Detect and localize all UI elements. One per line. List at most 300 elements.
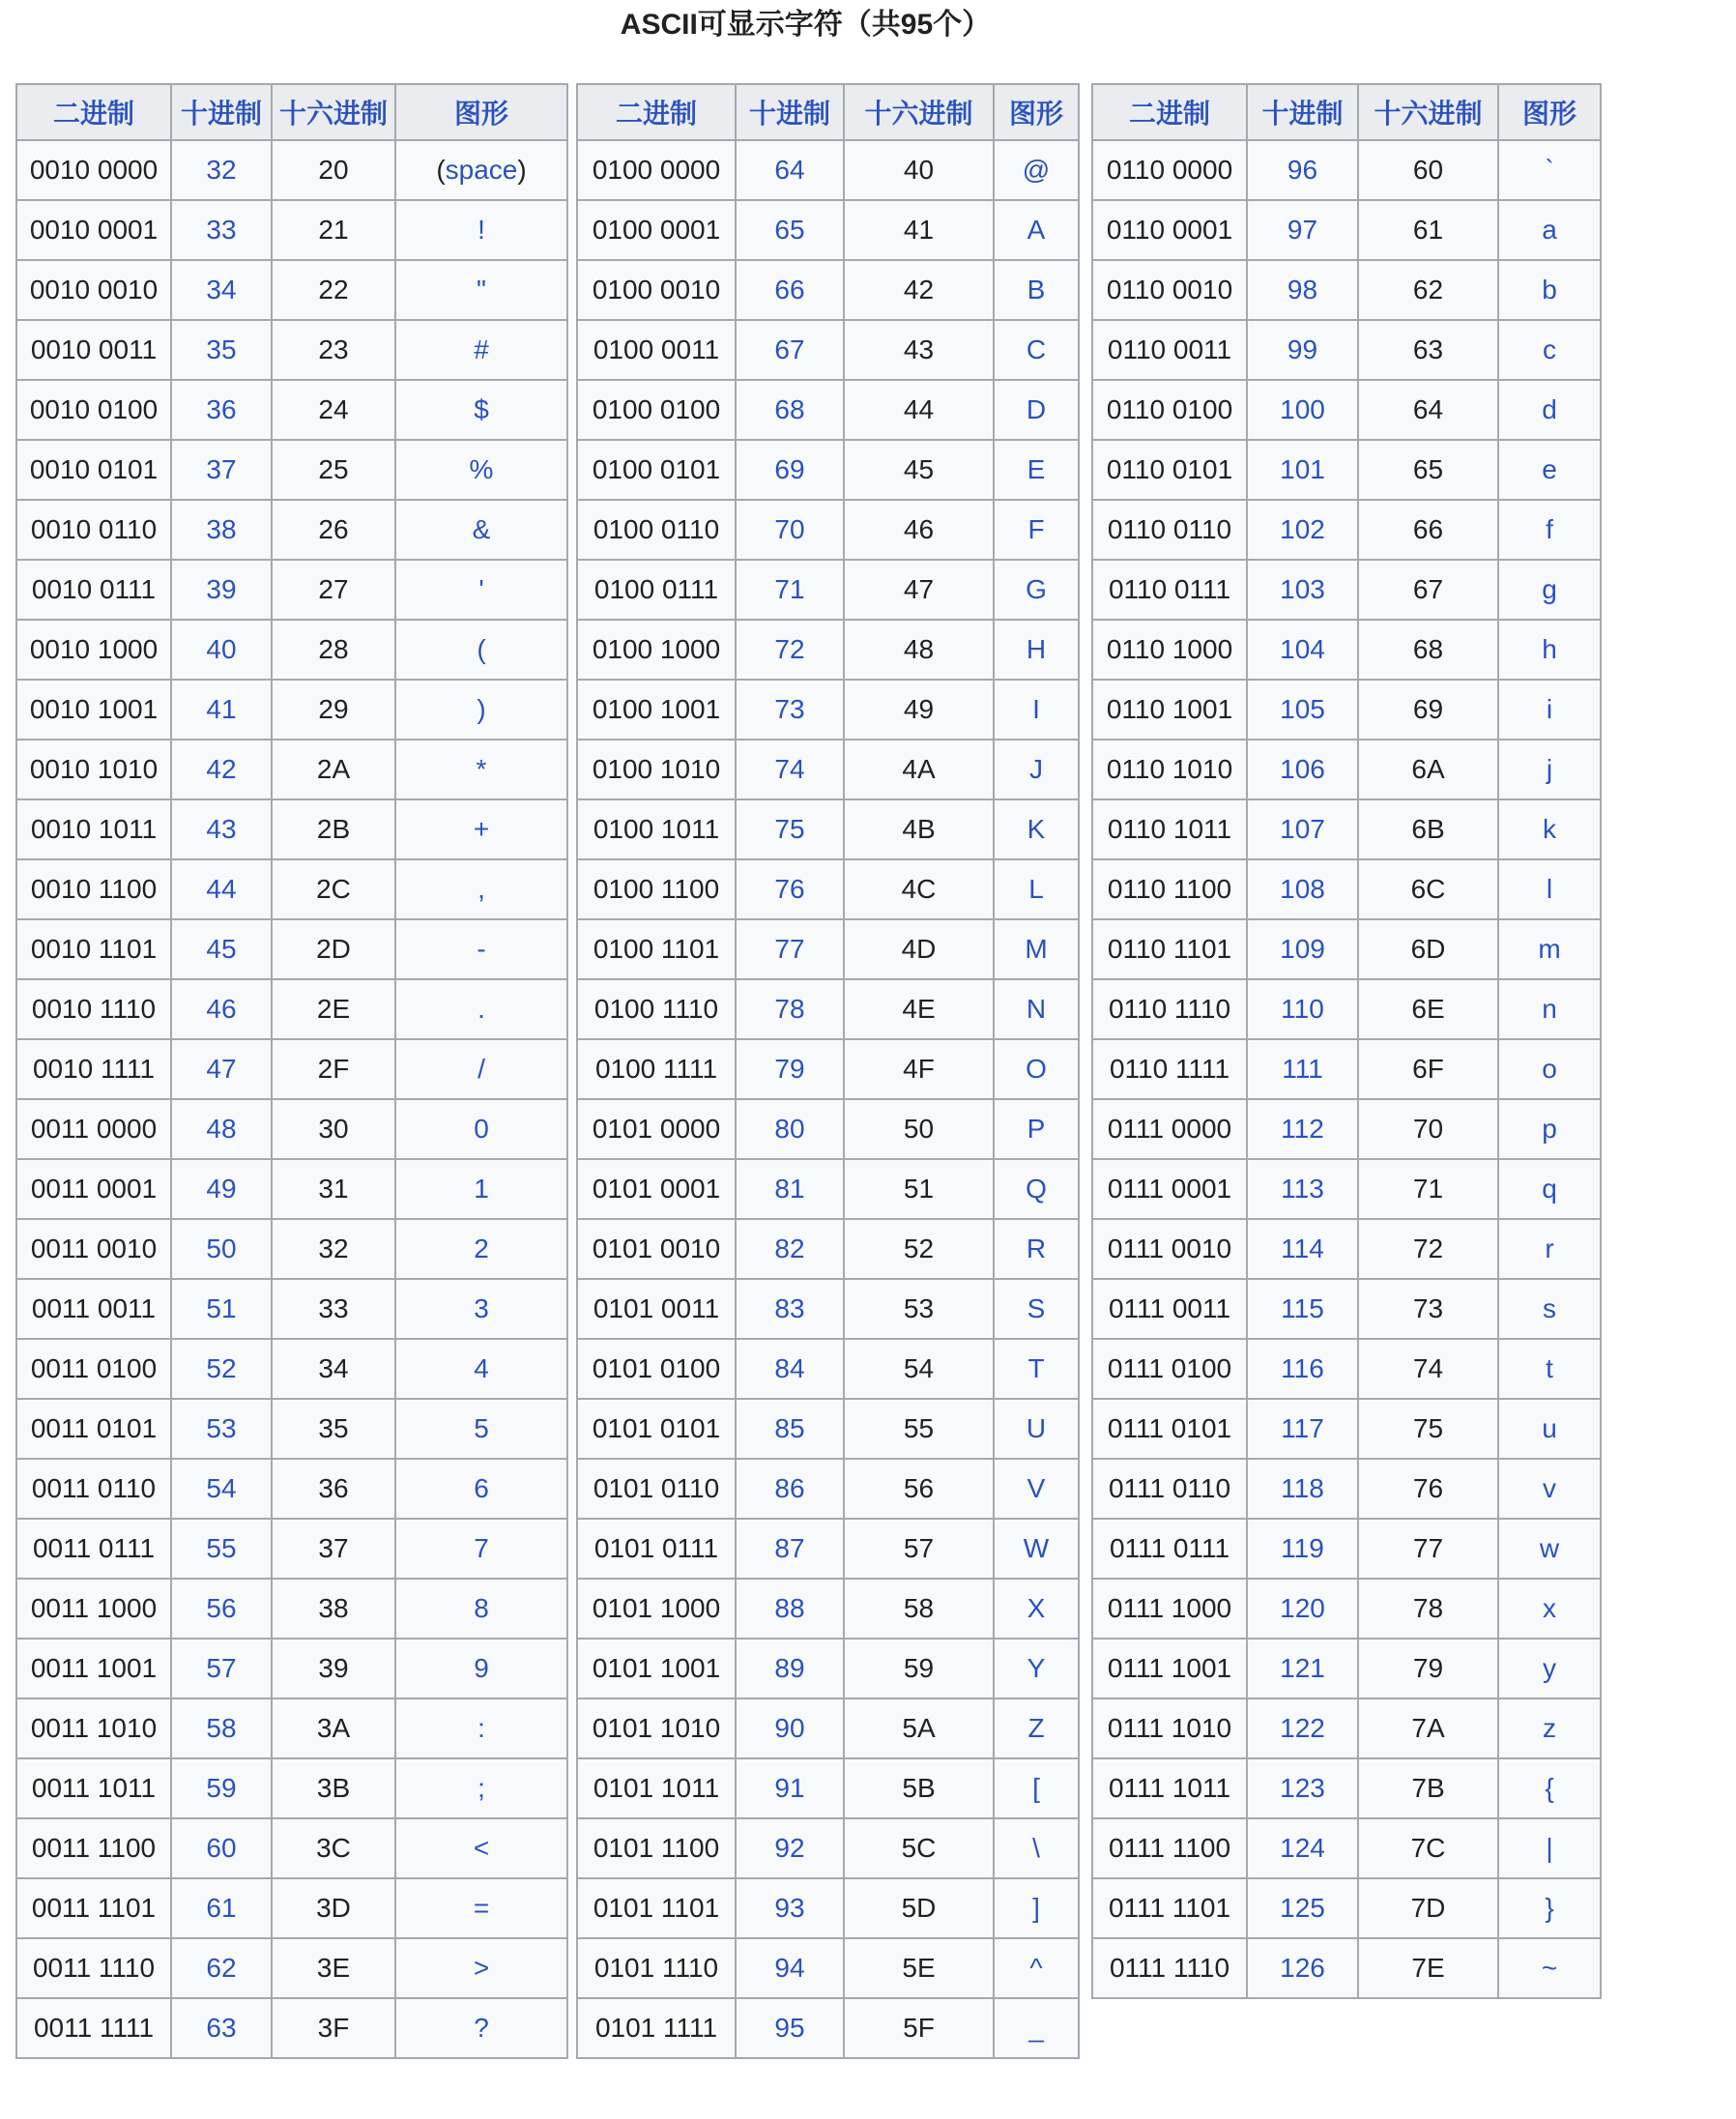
glyph-link[interactable]: ` [1545, 155, 1554, 185]
glyph-link[interactable]: % [469, 454, 494, 484]
decimal-link[interactable]: 122 [1280, 1713, 1325, 1743]
decimal-link[interactable]: 120 [1280, 1593, 1325, 1623]
glyph-link[interactable]: I [1032, 694, 1040, 724]
glyph-link[interactable]: q [1542, 1174, 1557, 1204]
decimal-link[interactable]: 86 [774, 1473, 805, 1503]
glyph-cell [395, 1579, 567, 1639]
glyph-link[interactable]: J [1029, 754, 1043, 784]
hex-cell [1358, 1818, 1498, 1878]
binary-cell [1092, 1099, 1247, 1159]
binary-text: 0111 1000 [1107, 1593, 1232, 1623]
hex-cell [272, 1459, 395, 1519]
glyph-link[interactable]: _ [1028, 2013, 1044, 2043]
binary-cell [577, 1639, 736, 1698]
ascii-table-64-95-wrap [576, 83, 1080, 2059]
decimal-link[interactable]: 79 [774, 1054, 805, 1084]
glyph-link[interactable]: P [1027, 1114, 1046, 1144]
glyph-cell [395, 979, 567, 1039]
decimal-link[interactable]: 96 [1287, 155, 1318, 185]
decimal-link[interactable]: 115 [1281, 1293, 1324, 1323]
binary-text: 0100 1101 [593, 934, 720, 964]
binary-text: 0110 0000 [1106, 155, 1233, 185]
decimal-link[interactable]: 49 [206, 1174, 237, 1204]
glyph-link[interactable]: B [1027, 275, 1046, 305]
glyph-link[interactable]: F [1027, 514, 1045, 544]
decimal-link[interactable]: 126 [1280, 1953, 1325, 1983]
decimal-link[interactable]: 72 [774, 634, 805, 664]
glyph-link[interactable]: | [1546, 1833, 1553, 1863]
glyph-link[interactable]: u [1542, 1413, 1557, 1443]
binary-text: 0111 1011 [1108, 1773, 1231, 1803]
glyph-link[interactable]: ! [477, 215, 485, 245]
glyph-link[interactable]: l [1546, 874, 1553, 904]
binary-text: 0110 1000 [1106, 634, 1233, 664]
decimal-link[interactable]: 88 [774, 1593, 805, 1623]
glyph-link[interactable]: H [1026, 634, 1047, 664]
glyph-link[interactable]: v [1543, 1473, 1556, 1503]
glyph-link[interactable]: m [1538, 934, 1561, 964]
hex-text: 42 [903, 275, 935, 305]
decimal-link[interactable]: 54 [206, 1473, 237, 1503]
hex-text: 66 [1412, 514, 1444, 544]
glyph-cell [994, 1279, 1079, 1339]
glyph-link[interactable]: A [1027, 215, 1046, 245]
decimal-link[interactable]: 39 [206, 574, 237, 604]
glyph-link[interactable]: Z [1027, 1713, 1045, 1743]
decimal-cell [1247, 1639, 1358, 1698]
glyph-link[interactable]: X [1027, 1593, 1046, 1623]
glyph-link[interactable]: space [445, 155, 518, 185]
glyph-link[interactable]: x [1543, 1593, 1556, 1623]
decimal-link[interactable]: 45 [206, 934, 237, 964]
decimal-cell [171, 1339, 272, 1399]
binary-cell [16, 1459, 171, 1519]
decimal-link[interactable]: 106 [1280, 754, 1325, 784]
glyph-link[interactable]: o [1542, 1054, 1557, 1084]
decimal-link[interactable]: 51 [206, 1293, 237, 1323]
decimal-link[interactable]: 117 [1281, 1413, 1324, 1443]
binary-text: 0010 1110 [31, 994, 157, 1024]
decimal-link[interactable]: 38 [206, 514, 237, 544]
decimal-link[interactable]: 61 [206, 1893, 237, 1923]
glyph-link[interactable]: E [1027, 454, 1046, 484]
glyph-link[interactable]: S [1027, 1293, 1046, 1323]
glyph-link[interactable]: + [473, 814, 490, 844]
hex-cell [844, 1519, 994, 1579]
glyph-link[interactable]: s [1543, 1293, 1556, 1323]
decimal-link[interactable]: 94 [774, 1953, 805, 1983]
decimal-link[interactable]: 116 [1281, 1353, 1324, 1383]
glyph-link[interactable]: N [1026, 994, 1047, 1024]
decimal-link[interactable]: 77 [774, 934, 805, 964]
glyph-cell [994, 1938, 1079, 1998]
decimal-link[interactable]: 67 [774, 334, 805, 364]
hex-cell [272, 560, 395, 620]
decimal-link[interactable]: 43 [206, 814, 237, 844]
decimal-link[interactable]: 58 [206, 1713, 237, 1743]
column-header-link[interactable]: 图形 [453, 99, 508, 129]
glyph-link[interactable]: \ [1032, 1833, 1040, 1863]
binary-cell [1092, 1159, 1247, 1219]
decimal-cell [1247, 1159, 1358, 1219]
decimal-link[interactable]: 84 [774, 1353, 805, 1383]
glyph-link[interactable]: L [1028, 874, 1044, 904]
glyph-link[interactable]: ~ [1541, 1953, 1558, 1983]
hex-cell [844, 1399, 994, 1459]
decimal-link[interactable]: 97 [1287, 215, 1318, 245]
hex-text: 27 [318, 574, 349, 604]
glyph-link[interactable]: ( [477, 634, 486, 664]
glyph-link[interactable]: 3 [474, 1293, 489, 1323]
glyph-link[interactable]: y [1543, 1653, 1556, 1683]
glyph-link[interactable]: ' [478, 574, 484, 604]
glyph-link[interactable]: a [1542, 215, 1557, 245]
hex-text: 7D [1410, 1893, 1446, 1923]
glyph-link[interactable]: : [477, 1713, 485, 1743]
binary-text: 0100 1100 [593, 874, 720, 904]
table-row [1092, 1039, 1601, 1099]
decimal-link[interactable]: 52 [206, 1353, 237, 1383]
decimal-cell [171, 1998, 272, 2058]
hex-cell [272, 1698, 395, 1758]
decimal-link[interactable]: 114 [1281, 1234, 1324, 1263]
decimal-link[interactable]: 82 [774, 1234, 805, 1263]
decimal-link[interactable]: 124 [1280, 1833, 1325, 1863]
glyph-link[interactable]: w [1539, 1533, 1560, 1563]
hex-text: 44 [903, 394, 935, 424]
glyph-link[interactable]: ? [474, 2013, 489, 2043]
decimal-link[interactable]: 123 [1280, 1773, 1325, 1803]
decimal-link[interactable]: 34 [206, 275, 237, 305]
binary-cell [1092, 260, 1247, 320]
decimal-link[interactable]: 73 [774, 694, 805, 724]
glyph-link[interactable]: " [477, 275, 486, 305]
decimal-link[interactable]: 85 [774, 1413, 805, 1443]
glyph-link[interactable]: Y [1027, 1653, 1046, 1683]
hex-cell [844, 1099, 994, 1159]
glyph-link[interactable]: ) [477, 694, 486, 724]
decimal-link[interactable]: 87 [774, 1533, 805, 1563]
glyph-link[interactable]: G [1026, 574, 1047, 604]
glyph-cell [395, 1099, 567, 1159]
glyph-link[interactable]: [ [1032, 1773, 1040, 1803]
decimal-link[interactable]: 71 [774, 574, 805, 604]
hex-cell [844, 919, 994, 979]
glyph-link[interactable]: t [1546, 1353, 1553, 1383]
decimal-link[interactable]: 118 [1281, 1473, 1324, 1503]
binary-cell [1092, 1339, 1247, 1399]
binary-text: 0011 1101 [31, 1893, 157, 1923]
glyph-link[interactable]: C [1026, 334, 1047, 364]
glyph-link[interactable]: ; [477, 1773, 485, 1803]
hex-cell [844, 560, 994, 620]
decimal-link[interactable]: 104 [1280, 634, 1325, 664]
glyph-link[interactable]: V [1027, 1473, 1046, 1503]
binary-cell [577, 859, 736, 919]
column-header-link[interactable]: 二进制 [615, 99, 697, 129]
decimal-link[interactable]: 47 [206, 1054, 237, 1084]
decimal-link[interactable]: 92 [774, 1833, 805, 1863]
decimal-link[interactable]: 40 [206, 634, 237, 664]
hex-cell [272, 1579, 395, 1639]
column-header [1092, 84, 1247, 140]
hex-text: 74 [1412, 1353, 1444, 1383]
column-header-link[interactable]: 二进制 [1128, 99, 1210, 129]
decimal-link[interactable]: 121 [1280, 1653, 1325, 1683]
decimal-link[interactable]: 64 [774, 155, 805, 185]
column-header [994, 84, 1079, 140]
table-row [1092, 1399, 1601, 1459]
glyph-link[interactable]: O [1026, 1054, 1047, 1084]
glyph-link[interactable]: / [477, 1054, 485, 1084]
binary-cell [577, 680, 736, 740]
glyph-link[interactable]: ^ [1029, 1953, 1043, 1983]
glyph-link[interactable]: n [1542, 994, 1557, 1024]
glyph-cell [994, 560, 1079, 620]
decimal-cell [736, 1459, 844, 1519]
glyph-link[interactable]: 6 [474, 1473, 489, 1503]
decimal-link[interactable]: 41 [206, 694, 237, 724]
decimal-link[interactable]: 80 [774, 1114, 805, 1144]
decimal-link[interactable]: 55 [206, 1533, 237, 1563]
decimal-link[interactable]: 74 [774, 754, 805, 784]
decimal-link[interactable]: 46 [206, 994, 237, 1024]
decimal-link[interactable]: 66 [774, 275, 805, 305]
binary-cell [16, 919, 171, 979]
binary-text: 0110 1101 [1107, 934, 1232, 964]
glyph-cell [1498, 500, 1601, 560]
decimal-link[interactable]: 76 [774, 874, 805, 904]
binary-text: 0011 1111 [33, 2013, 155, 2043]
hex-cell [1358, 560, 1498, 620]
decimal-link[interactable]: 91 [774, 1773, 805, 1803]
decimal-link[interactable]: 109 [1280, 934, 1325, 964]
decimal-cell [171, 1519, 272, 1579]
column-header-link[interactable]: 十进制 [748, 99, 830, 129]
binary-cell [577, 260, 736, 320]
glyph-link[interactable]: d [1542, 394, 1557, 424]
glyph-link[interactable]: D [1026, 394, 1047, 424]
table-row [577, 919, 1079, 979]
glyph-link[interactable]: & [472, 514, 491, 544]
hex-text: 64 [1412, 394, 1444, 424]
column-header-link[interactable]: 十进制 [1261, 99, 1344, 129]
decimal-link[interactable]: 89 [774, 1653, 805, 1683]
column-header-link[interactable]: 图形 [1521, 99, 1577, 129]
binary-cell [16, 320, 171, 380]
decimal-link[interactable]: 37 [206, 454, 237, 484]
glyph-cell [1498, 1519, 1601, 1579]
decimal-link[interactable]: 90 [774, 1713, 805, 1743]
decimal-link[interactable]: 33 [206, 215, 237, 245]
decimal-link[interactable]: 101 [1280, 454, 1325, 484]
glyph-link[interactable]: e [1542, 454, 1557, 484]
glyph-link[interactable]: . [477, 994, 485, 1024]
decimal-link[interactable]: 60 [206, 1833, 237, 1863]
glyph-link[interactable]: j [1546, 754, 1553, 784]
ascii-table-64-95 [576, 83, 1080, 2059]
glyph-link[interactable]: 2 [474, 1234, 489, 1263]
glyph-cell [1498, 1279, 1601, 1339]
binary-cell [1092, 799, 1247, 859]
decimal-link[interactable]: 70 [774, 514, 805, 544]
decimal-link[interactable]: 65 [774, 215, 805, 245]
decimal-link[interactable]: 98 [1287, 275, 1318, 305]
glyph-link[interactable]: = [473, 1893, 490, 1923]
hex-text: 33 [318, 1293, 349, 1323]
decimal-cell [171, 1878, 272, 1938]
decimal-link[interactable]: 100 [1280, 394, 1325, 424]
binary-cell [577, 1219, 736, 1279]
hex-text: 6B [1411, 814, 1445, 844]
glyph-link[interactable]: 0 [474, 1114, 489, 1144]
hex-text: 6F [1412, 1054, 1444, 1084]
decimal-link[interactable]: 32 [206, 155, 237, 185]
glyph-link[interactable]: U [1026, 1413, 1047, 1443]
table-row [1092, 260, 1601, 320]
glyph-link[interactable]: p [1542, 1114, 1557, 1144]
decimal-link[interactable]: 93 [774, 1893, 805, 1923]
glyph-link[interactable]: 9 [474, 1653, 489, 1683]
decimal-link[interactable]: 44 [206, 874, 237, 904]
column-header-link[interactable]: 图形 [1008, 99, 1063, 129]
decimal-link[interactable]: 103 [1280, 574, 1325, 604]
glyph-link[interactable]: 4 [474, 1353, 489, 1383]
hex-cell [844, 1878, 994, 1938]
decimal-link[interactable]: 48 [206, 1114, 237, 1144]
glyph-link[interactable]: K [1027, 814, 1046, 844]
glyph-link[interactable]: ] [1032, 1893, 1040, 1923]
decimal-link[interactable]: 78 [774, 994, 805, 1024]
glyph-link[interactable]: 5 [474, 1413, 489, 1443]
decimal-link[interactable]: 68 [774, 394, 805, 424]
hex-cell [272, 1758, 395, 1818]
hex-cell [844, 320, 994, 380]
binary-cell [16, 440, 171, 500]
binary-text: 0111 1001 [1107, 1653, 1232, 1683]
decimal-link[interactable]: 99 [1287, 334, 1318, 364]
glyph-link[interactable]: } [1545, 1893, 1554, 1923]
decimal-link[interactable]: 63 [206, 2013, 237, 2043]
binary-text: 0100 1001 [592, 694, 721, 724]
decimal-cell [1247, 1758, 1358, 1818]
decimal-link[interactable]: 111 [1282, 1054, 1323, 1084]
glyph-link[interactable]: - [477, 934, 486, 964]
decimal-link[interactable]: 112 [1281, 1114, 1324, 1144]
decimal-cell [171, 440, 272, 500]
decimal-link[interactable]: 81 [774, 1174, 805, 1204]
decimal-link[interactable]: 75 [774, 814, 805, 844]
binary-text: 0100 1011 [593, 814, 720, 844]
column-header-link[interactable]: 十进制 [180, 99, 262, 129]
table-row [16, 1639, 567, 1698]
glyph-link[interactable]: r [1545, 1234, 1554, 1263]
decimal-link[interactable]: 107 [1280, 814, 1325, 844]
hex-cell [844, 200, 994, 260]
glyph-link[interactable]: h [1542, 634, 1557, 664]
decimal-link[interactable]: 102 [1280, 514, 1325, 544]
hex-cell [1358, 1399, 1498, 1459]
binary-text: 0011 0011 [31, 1293, 157, 1323]
glyph-link[interactable]: 1 [474, 1174, 489, 1204]
column-header-link[interactable]: 十六进制 [864, 99, 973, 129]
glyph-link[interactable]: i [1546, 694, 1553, 724]
decimal-cell [736, 919, 844, 979]
hex-cell [1358, 979, 1498, 1039]
decimal-link[interactable]: 57 [206, 1653, 237, 1683]
hex-cell [1358, 140, 1498, 200]
table-row [16, 260, 567, 320]
glyph-link[interactable]: 7 [474, 1533, 489, 1563]
binary-cell [1092, 1758, 1247, 1818]
decimal-link[interactable]: 50 [206, 1234, 237, 1263]
glyph-link[interactable]: @ [1022, 155, 1051, 185]
hex-text: 2E [316, 994, 351, 1024]
decimal-link[interactable]: 36 [206, 394, 237, 424]
binary-text: 0111 1110 [1109, 1953, 1230, 1983]
glyph-link[interactable]: 8 [474, 1593, 489, 1623]
table-row [1092, 680, 1601, 740]
binary-text: 0101 1010 [592, 1713, 721, 1743]
decimal-link[interactable]: 110 [1281, 994, 1324, 1024]
decimal-link[interactable]: 69 [774, 454, 805, 484]
glyph-link[interactable]: g [1542, 574, 1557, 604]
glyph-link[interactable]: * [476, 754, 487, 784]
decimal-link[interactable]: 105 [1280, 694, 1325, 724]
decimal-link[interactable]: 119 [1281, 1533, 1324, 1563]
glyph-link[interactable]: f [1546, 514, 1553, 544]
decimal-link[interactable]: 83 [774, 1293, 805, 1323]
decimal-link[interactable]: 56 [206, 1593, 237, 1623]
glyph-link[interactable]: > [473, 1953, 490, 1983]
binary-cell [577, 740, 736, 799]
glyph-link[interactable]: # [474, 334, 489, 364]
decimal-link[interactable]: 113 [1281, 1174, 1324, 1204]
glyph-cell [1498, 1219, 1601, 1279]
glyph-cell [1498, 1099, 1601, 1159]
column-header-link[interactable]: 十六进制 [1374, 99, 1483, 129]
decimal-link[interactable]: 35 [206, 334, 237, 364]
glyph-link[interactable]: W [1023, 1533, 1050, 1563]
decimal-link[interactable]: 62 [206, 1953, 237, 1983]
decimal-link[interactable]: 53 [206, 1413, 237, 1443]
hex-text: 2C [316, 874, 351, 904]
glyph-link[interactable]: c [1543, 334, 1556, 364]
hex-cell [1358, 740, 1498, 799]
decimal-link[interactable]: 125 [1280, 1893, 1325, 1923]
hex-text: 2A [316, 754, 351, 784]
glyph-link[interactable]: k [1543, 814, 1556, 844]
table-row [16, 1279, 567, 1339]
column-header-link[interactable]: 二进制 [52, 99, 134, 129]
glyph-link[interactable]: $ [474, 394, 489, 424]
glyph-link[interactable]: , [477, 874, 485, 904]
decimal-link[interactable]: 95 [774, 2013, 805, 2043]
decimal-link[interactable]: 108 [1280, 874, 1325, 904]
glyph-link[interactable]: T [1027, 1353, 1045, 1383]
glyph-link[interactable]: { [1545, 1773, 1554, 1803]
binary-cell [577, 1039, 736, 1099]
glyph-link[interactable]: z [1543, 1713, 1556, 1743]
glyph-link[interactable]: b [1542, 275, 1557, 305]
glyph-link[interactable]: R [1026, 1234, 1047, 1263]
column-header-link[interactable]: 十六进制 [278, 99, 388, 129]
glyph-link[interactable]: < [473, 1833, 490, 1863]
glyph-link[interactable]: M [1025, 934, 1048, 964]
decimal-link[interactable]: 42 [206, 754, 237, 784]
glyph-link[interactable]: Q [1026, 1174, 1047, 1204]
decimal-link[interactable]: 59 [206, 1773, 237, 1803]
